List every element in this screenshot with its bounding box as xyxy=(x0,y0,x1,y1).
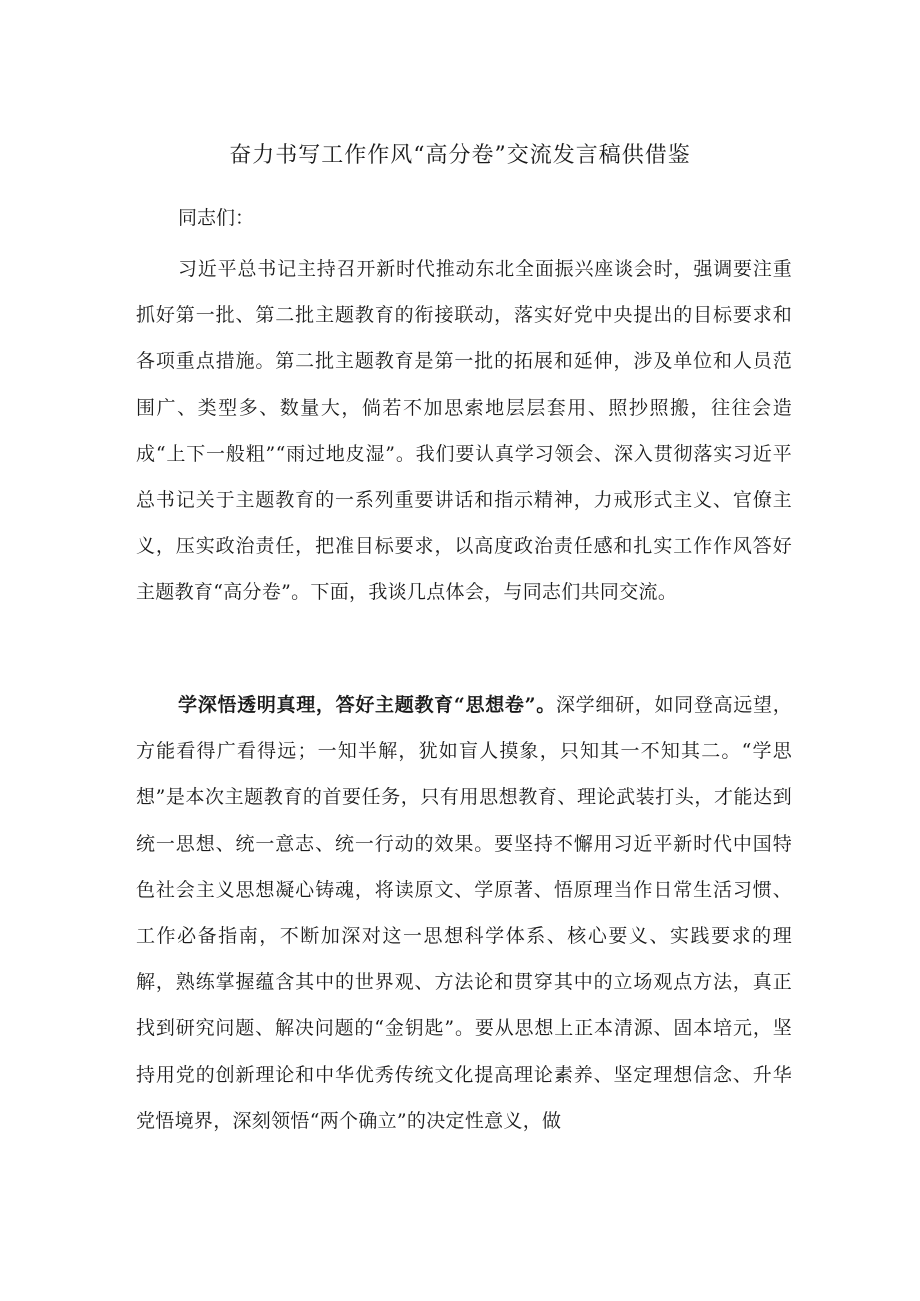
paragraph-section-thought-text: 深学细研，如同登高远望，方能看得广看得远；一知半解，犹如盲人摸象，只知其一不知其二。“学思想”是本次主题教育的首要任务，只有用思想教育、理论武装打头，才能达到统一思想、统一意志、统一行动的效果。要坚持不懈用习近平新时代中国特色社会主义思想凝心铸魂，将读原文、学原著、悟原理当作日常生活习惯、工作必备指南，不断加深对这一思想科学体系、核心要义、实践要求的理解，熟练掌握蕴含其中的世界观、方法论和贯穿其中的立场观点方法，真正找到研究问题、解决问题的“金钥匙”。要从思想上正本清源、固本培元，坚持用党的创新理论和中华优秀传统文化提高理论素养、坚定理想信念、升华党悟境界，深刻领悟“两个确立”的决定性意义，做 xyxy=(136,694,793,1132)
paragraph-intro xyxy=(136,246,792,616)
document-title: 奋力书写工作作风“高分卷”交流发言稿供借鉴 xyxy=(229,143,691,168)
paragraph-intro-text: 习近平总书记主持召开新时代推动东北全面振兴座谈会时，强调要注重抓好第一批、第二批主题教育的衔接联动，落实好党中央提出的目标要求和各项重点措施。第二批主题教育是第一批的拓展和延伸，涉及单位和人员范围广、类型多、数量大，倘若不加思索地层层套用、照抄照搬，往往会造成“上下一般粗”“雨过地皮湿”。我们要认真学习领会、深入贯彻落实习近平总书记关于主题教育的一系列重要讲话和指示精神，力戒形式主义、官僚主义，压实政治责任，把准目标要求，以高度政治责任感和扎实工作作风答好主题教育“高分卷”。下面，我谈几点体会，与同志们共同交流。 xyxy=(136,258,792,604)
paragraph-section-thought xyxy=(136,682,792,1144)
salutation: 同志们： xyxy=(178,207,255,229)
section-heading: 学深悟透明真理，答好主题教育“思想卷”。 xyxy=(178,694,556,716)
